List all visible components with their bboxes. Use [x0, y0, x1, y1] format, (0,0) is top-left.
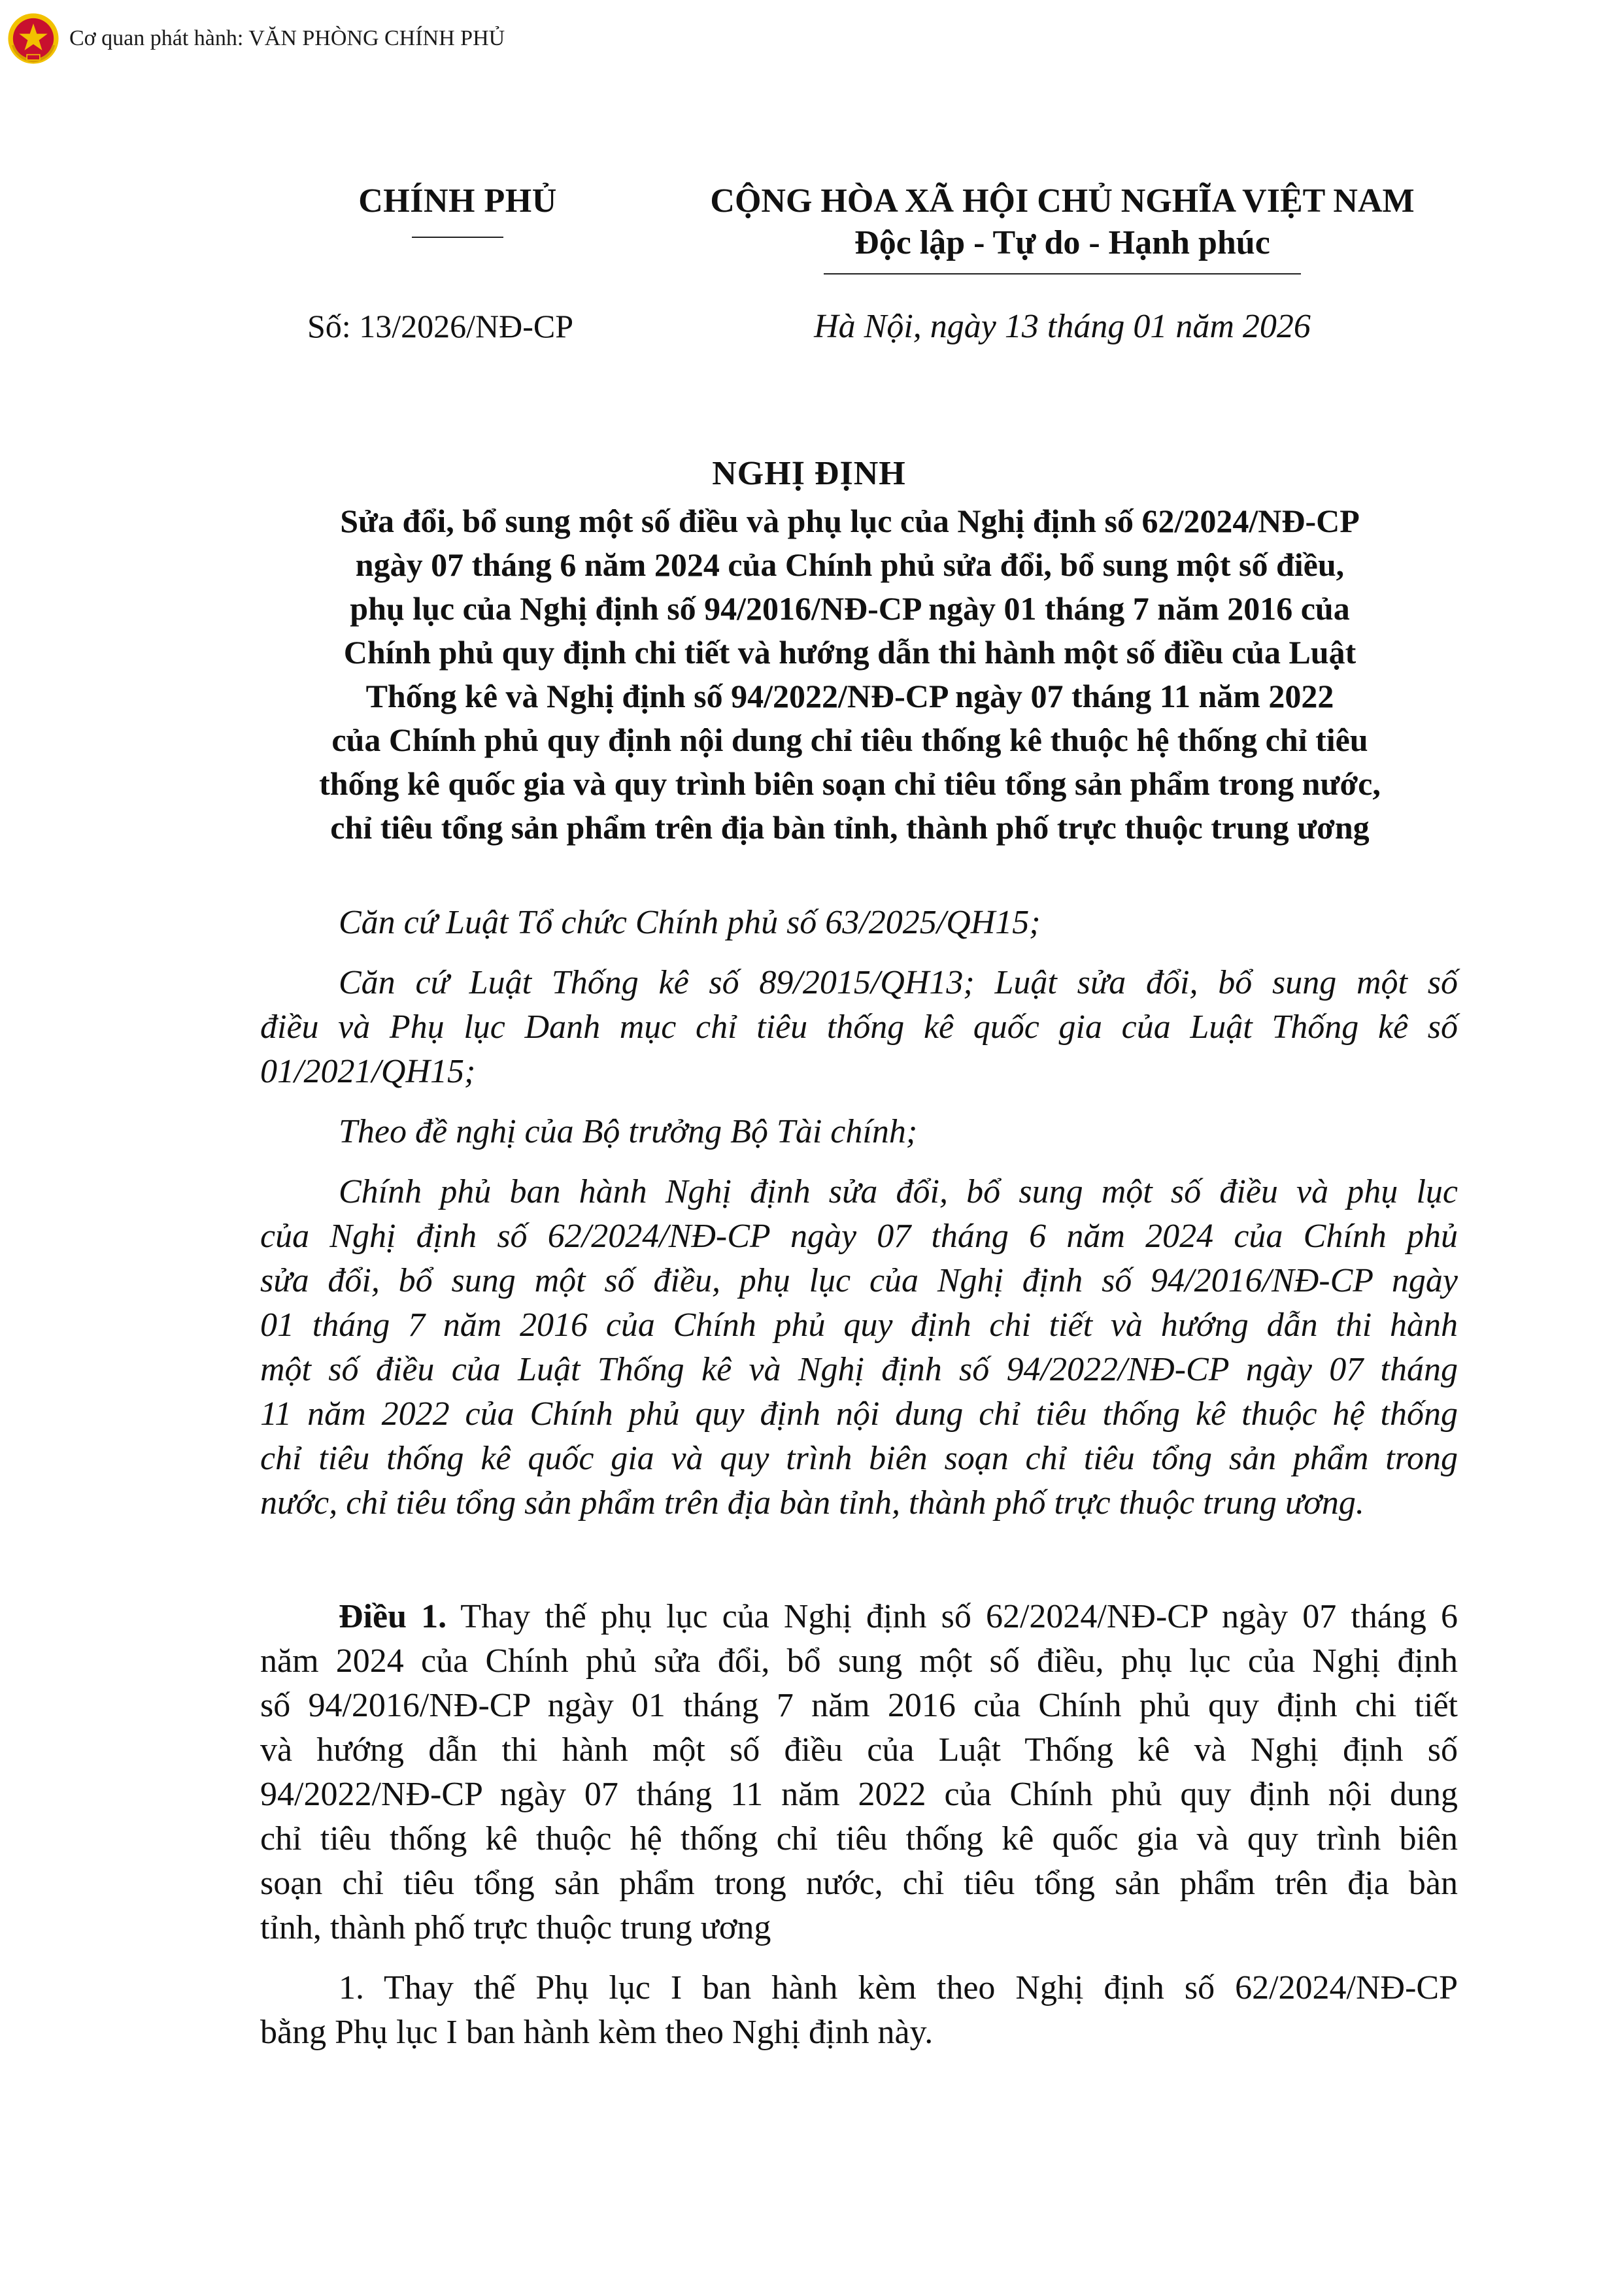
paragraph-line: một số điều của Luật Thống kê và Nghị định số 94/2022/NĐ-CP ngày 07 tháng: [260, 1351, 1458, 1388]
paragraph-line: điều và Phụ lục Danh mục chỉ tiêu thống kê quốc gia của Luật Thống kê số: [260, 1008, 1458, 1046]
title-line: Chính phủ quy định chi tiết và hướng dẫn thi hành một số điều của Luật: [343, 634, 1357, 671]
preamble: [260, 901, 1458, 1525]
place-and-date: Hà Nội, ngày 13 tháng 01 năm 2026: [814, 308, 1311, 345]
proposal-paragraph: [260, 1110, 1458, 1154]
legal-basis-paragraph: [260, 901, 1458, 945]
document-number: Số: 13/2026/NĐ-CP: [307, 308, 574, 344]
paragraph-line: 1. Thay thế Phụ lục I ban hành kèm theo Nghị định số 62/2024/NĐ-CP: [339, 1969, 1458, 2006]
clause-1: [260, 1966, 1458, 2055]
agency-block: [314, 180, 601, 238]
paragraph-line: 01 tháng 7 năm 2016 của Chính phủ quy định chi tiết và hướng dẫn thi hành: [260, 1306, 1458, 1344]
title-line: chỉ tiêu tổng sản phẩm trên địa bàn tỉnh, thành phố trực thuộc trung ương: [330, 809, 1370, 846]
paragraph-line: soạn chỉ tiêu tổng sản phẩm trong nước, chỉ tiêu tổng sản phẩm trên địa bàn: [260, 1865, 1458, 1902]
paragraph-line: [260, 1595, 1458, 1639]
legal-basis-paragraph: [260, 961, 1458, 1094]
paragraph-line: Chính phủ ban hành Nghị định sửa đổi, bổ sung một số điều và phụ lục: [339, 1173, 1458, 1210]
issuer-label: Cơ quan phát hành: VĂN PHÒNG CHÍNH PHỦ: [69, 26, 505, 50]
document-title: [248, 499, 1451, 850]
paragraph-line: bằng Phụ lục I ban hành kèm theo Nghị định này.: [260, 2014, 934, 2051]
article-1-paragraph: [260, 1595, 1458, 1950]
article-heading: Điều 1.: [339, 1598, 447, 1635]
paragraph-line: Căn cứ Luật Thống kê số 89/2015/QH13; Luật sửa đổi, bổ sung một số: [339, 964, 1458, 1001]
issuer-bar: [0, 0, 1618, 78]
article-text: Thay thế phụ lục của Nghị định số 62/2024/NĐ-CP ngày 07 tháng 6: [447, 1598, 1458, 1635]
paragraph-line: Căn cứ Luật Tổ chức Chính phủ số 63/2025/QH15;: [339, 904, 1041, 941]
promulgation-paragraph: [260, 1170, 1458, 1525]
paragraph-line: chỉ tiêu thống kê thuộc hệ thống chỉ tiêu thống kê quốc gia và quy trình biên: [260, 1820, 1458, 1857]
article-1: [260, 1595, 1458, 2055]
title-line: của Chính phủ quy định nội dung chỉ tiêu thống kê thuộc hệ thống chỉ tiêu: [331, 722, 1368, 758]
title-line: ngày 07 tháng 6 năm 2024 của Chính phủ sửa đổi, bổ sung một số điều,: [355, 546, 1345, 583]
title-line: phụ lục của Nghị định số 94/2016/NĐ-CP ngày 01 tháng 7 năm 2016 của: [350, 590, 1350, 627]
paragraph-line: Theo đề nghị của Bộ trưởng Bộ Tài chính;: [339, 1113, 918, 1150]
national-motto-block: [673, 180, 1451, 275]
paragraph-line: 01/2021/QH15;: [260, 1053, 476, 1090]
issuing-agency: CHÍNH PHỦ: [358, 182, 557, 220]
agency-underline: [412, 237, 503, 238]
paragraph-line: năm 2024 của Chính phủ sửa đổi, bổ sung một số điều, phụ lục của Nghị định: [260, 1642, 1458, 1680]
document-type: NGHỊ ĐỊNH: [712, 455, 906, 492]
paragraph-line: sửa đổi, bổ sung một số điều, phụ lục của Nghị định số 94/2016/NĐ-CP ngày: [260, 1262, 1458, 1299]
motto-underline: [824, 273, 1301, 275]
paragraph-line: của Nghị định số 62/2024/NĐ-CP ngày 07 tháng 6 năm 2024 của Chính phủ: [260, 1218, 1458, 1255]
title-line: thống kê quốc gia và quy trình biên soạn chỉ tiêu tổng sản phẩm trong nước,: [319, 765, 1381, 802]
paragraph-line: số 94/2016/NĐ-CP ngày 01 tháng 7 năm 2016 của Chính phủ quy định chi tiết: [260, 1687, 1458, 1724]
national-motto: Độc lập - Tự do - Hạnh phúc: [854, 224, 1270, 261]
title-line: Sửa đổi, bổ sung một số điều và phụ lục của Nghị định số 62/2024/NĐ-CP: [340, 503, 1360, 539]
paragraph-line: 11 năm 2022 của Chính phủ quy định nội dung chỉ tiêu thống kê thuộc hệ thống: [260, 1395, 1458, 1433]
paragraph-line: và hướng dẫn thi hành một số điều của Luật Thống kê và Nghị định số: [260, 1731, 1458, 1769]
paragraph-line: tỉnh, thành phố trực thuộc trung ương: [260, 1909, 771, 1946]
nation-name: CỘNG HÒA XÃ HỘI CHỦ NGHĨA VIỆT NAM: [710, 182, 1415, 220]
title-line: Thống kê và Nghị định số 94/2022/NĐ-CP ngày 07 tháng 11 năm 2022: [365, 678, 1334, 714]
paragraph-line: 94/2022/NĐ-CP ngày 07 tháng 11 năm 2022 của Chính phủ quy định nội dung: [260, 1776, 1458, 1813]
vietnam-national-emblem-icon: [7, 12, 60, 65]
paragraph-line: nước, chỉ tiêu tổng sản phẩm trên địa bàn tỉnh, thành phố trực thuộc trung ương.: [260, 1484, 1364, 1522]
paragraph-line: chỉ tiêu thống kê quốc gia và quy trình biên soạn chỉ tiêu tổng sản phẩm trong: [260, 1440, 1458, 1477]
